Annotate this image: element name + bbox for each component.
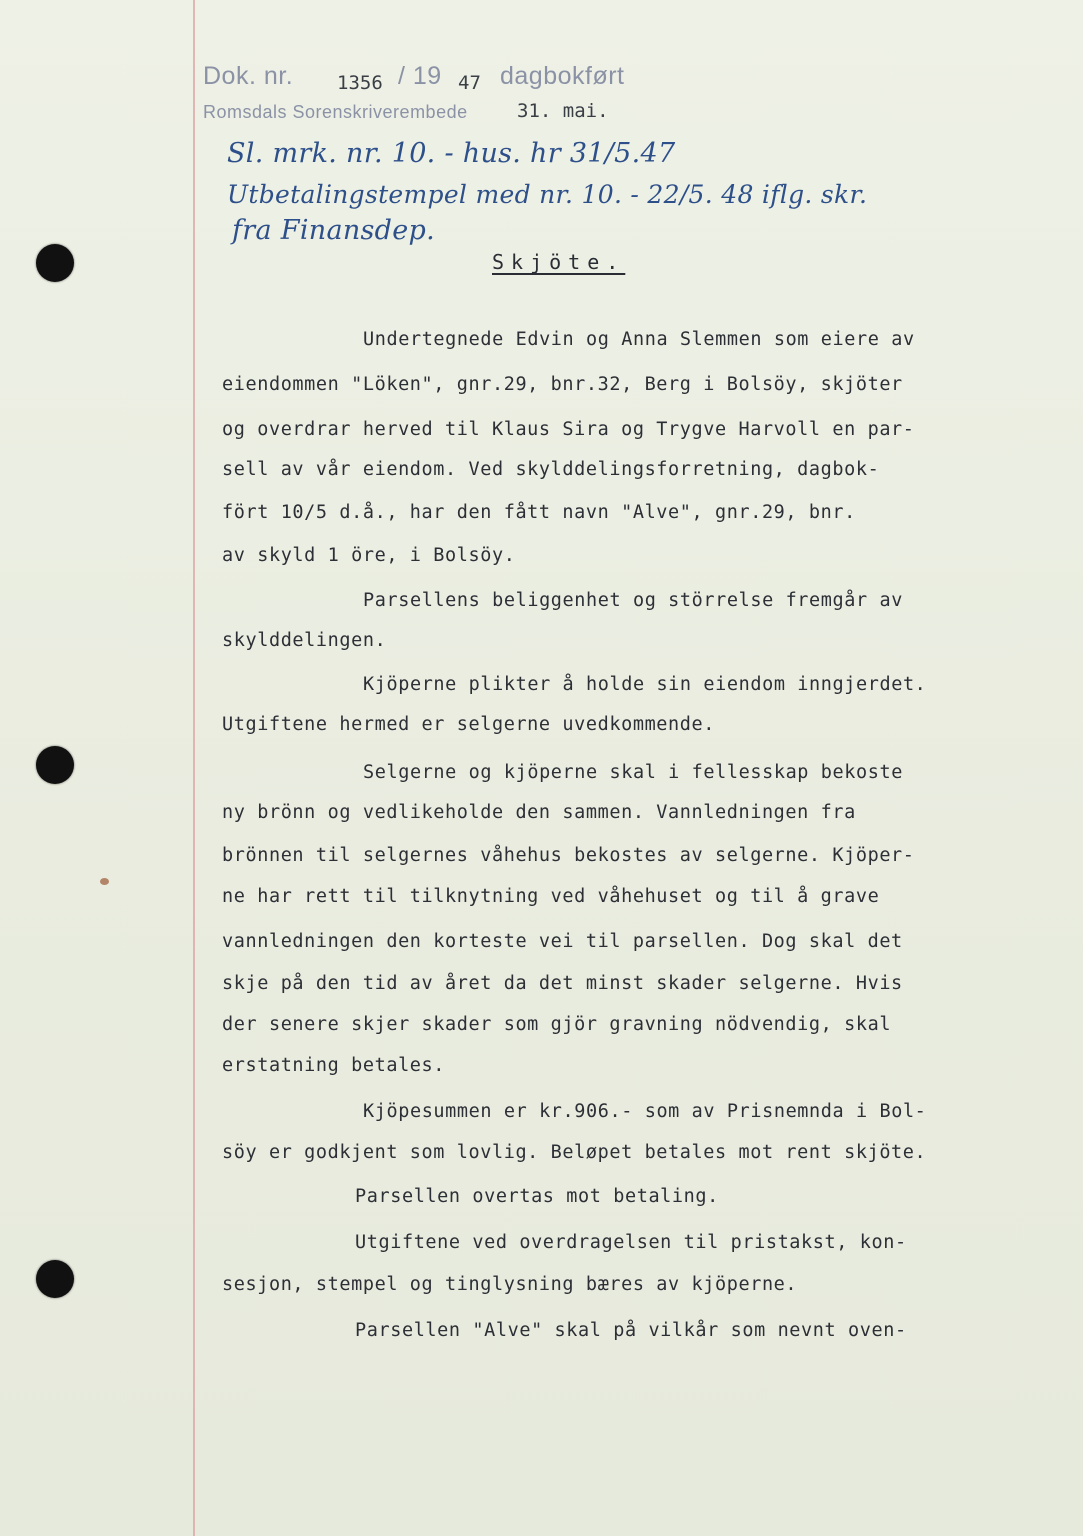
body-line: erstatning betales.	[222, 1055, 446, 1076]
body-line: der senere skjer skader som gjör gravning nödvendig, skal	[222, 1014, 892, 1035]
stamp-year-suffix: 47	[458, 72, 481, 94]
body-line: av skyld 1 öre, i Bolsöy.	[222, 545, 516, 566]
body-line: söy er godkjent som lovlig. Beløpet betales mot rent skjöte.	[222, 1142, 927, 1163]
body-line: Utgiftene ved overdragelsen til pristakst, kon-	[355, 1232, 907, 1253]
body-line: ne har rett til tilknytning ved våhehuset og til å grave	[222, 886, 880, 907]
stamp-dagbok-label: dagbokført	[500, 62, 625, 90]
body-line: skje på den tid av året da det minst skader selgerne. Hvis	[222, 973, 903, 994]
handwritten-note-3: fra Finansdep.	[232, 215, 436, 246]
body-line: Utgiftene hermed er selgerne uvedkommende.	[222, 714, 715, 735]
margin-rule	[193, 0, 195, 1536]
body-line: Parsellens beliggenhet og störrelse fremgår av	[363, 590, 903, 611]
handwritten-note-1: Sl. mrk. nr. 10. - hus. hr 31/5.47	[227, 138, 676, 169]
body-line: Kjöperne plikter å holde sin eiendom inngjerdet.	[363, 674, 927, 695]
paper-stain	[100, 878, 109, 885]
body-line: skylddelingen.	[222, 630, 387, 651]
body-line: sesjon, stempel og tinglysning bæres av kjöperne.	[222, 1274, 798, 1295]
punch-hole-bottom	[36, 1260, 74, 1298]
punch-hole-top	[36, 244, 74, 282]
body-line: Selgerne og kjöperne skal i fellesskap bekoste	[363, 762, 903, 783]
body-line: og overdrar herved til Klaus Sira og Trygve Harvoll en par-	[222, 419, 915, 440]
body-line: Parsellen overtas mot betaling.	[355, 1186, 719, 1207]
body-line: vannledningen den korteste vei til parsellen. Dog skal det	[222, 931, 903, 952]
stamp-doc-label: Dok. nr.	[203, 62, 294, 90]
body-line: sell av vår eiendom. Ved skylddelingsforretning, dagbok-	[222, 459, 880, 480]
body-line: fört 10/5 d.å., har den fått navn "Alve", gnr.29, bnr.	[222, 502, 856, 523]
handwritten-note-2: Utbetalingstempel med nr. 10. - 22/5. 48 iflg. skr.	[227, 180, 868, 209]
punch-hole-middle	[36, 746, 74, 784]
body-line: brönnen til selgernes våhehus bekostes av selgerne. Kjöper-	[222, 845, 915, 866]
body-line: Kjöpesummen er kr.906.- som av Prisnemnda i Bol-	[363, 1101, 927, 1122]
stamp-doc-number: 1356	[337, 72, 383, 94]
body-line: ny brönn og vedlikeholde den sammen. Vannledningen fra	[222, 802, 856, 823]
body-line: Parsellen "Alve" skal på vilkår som nevnt oven-	[355, 1320, 907, 1341]
stamp-year-prefix: / 19	[398, 62, 442, 90]
stamp-date: 31. mai.	[517, 100, 609, 122]
stamp-office-label: Romsdals Sorenskriverembede	[203, 102, 468, 122]
body-line: Undertegnede Edvin og Anna Slemmen som eiere av	[363, 329, 915, 350]
document-title: Skjöte.	[492, 250, 626, 274]
body-line: eiendommen "Löken", gnr.29, bnr.32, Berg i Bolsöy, skjöter	[222, 374, 903, 395]
